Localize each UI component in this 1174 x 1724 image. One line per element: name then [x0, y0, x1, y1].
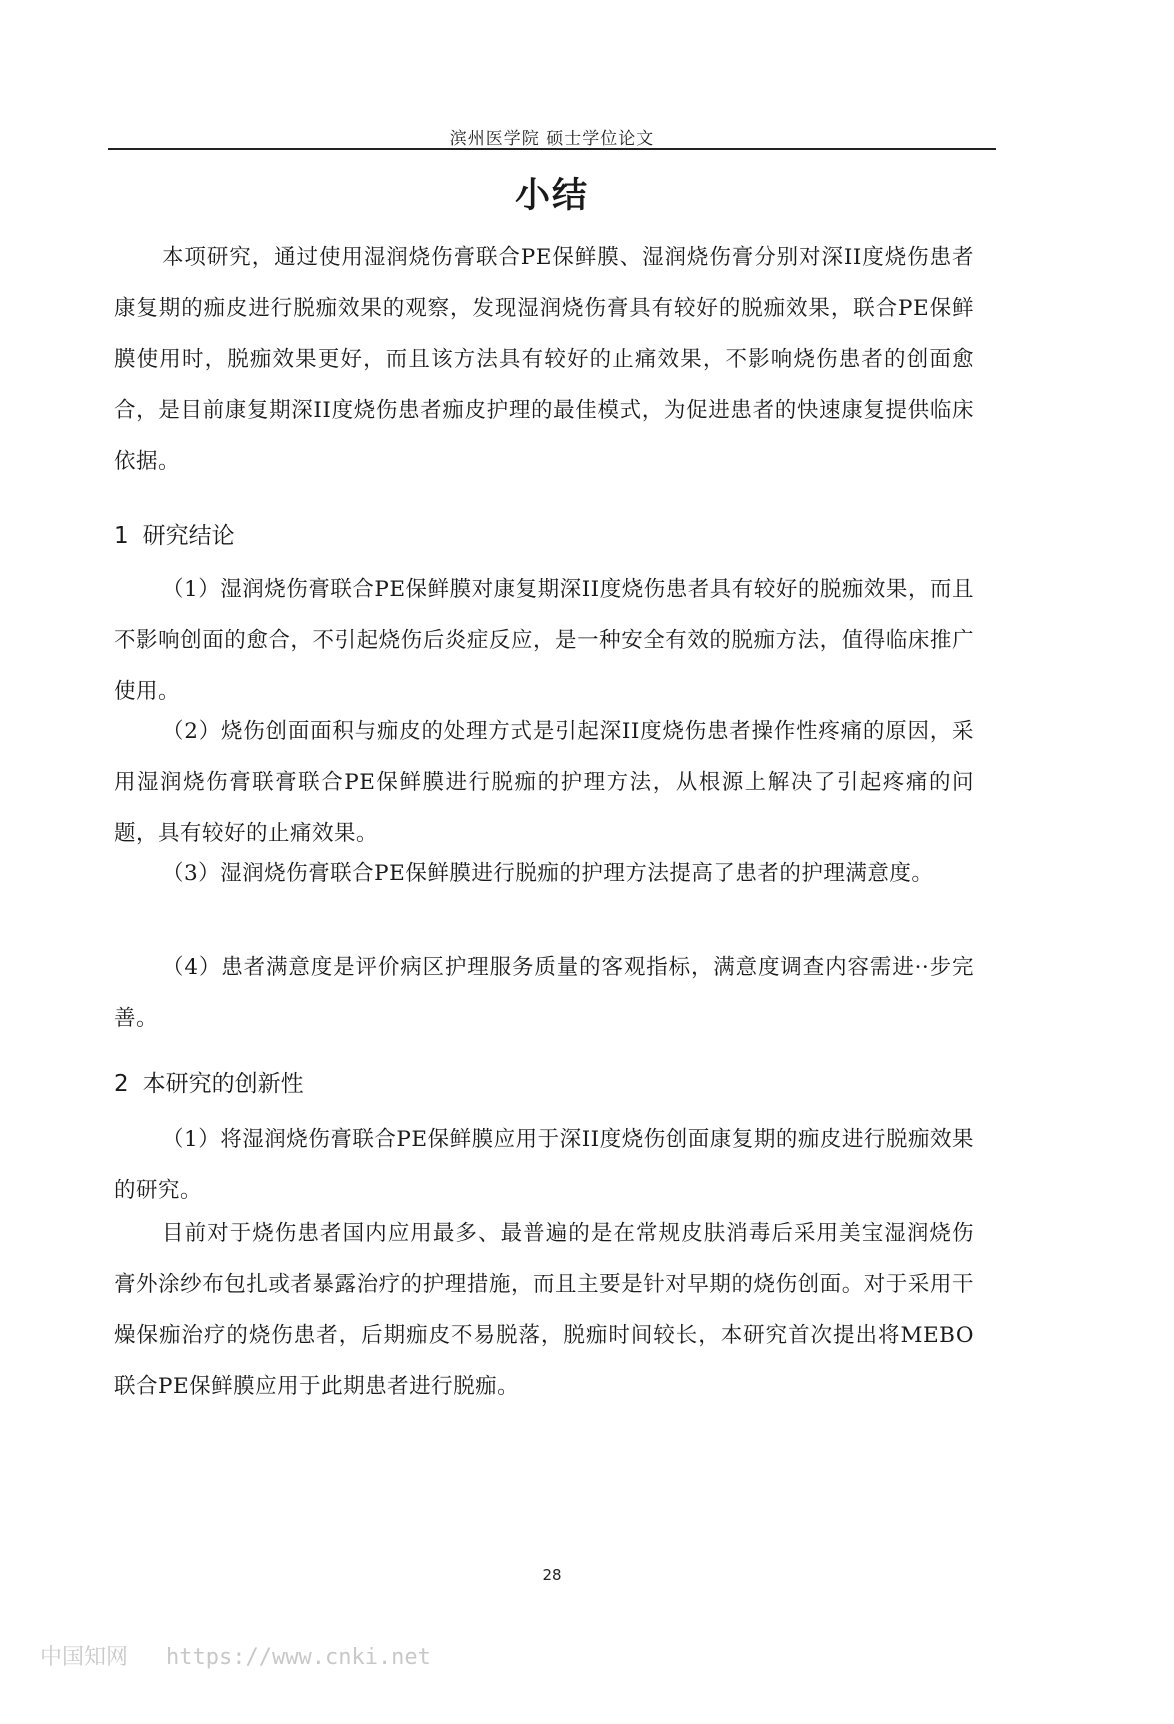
conclusion-paragraph-1: （1）湿润烧伤膏联合PE保鲜膜对康复期深II度烧伤患者具有较好的脱痂效果，而且不影响创面的愈合，不引起烧伤后炎症反应，是一种安全有效的脱痂方法，值得临床推广使用。: [114, 577, 974, 704]
section-title: 本研究的创新性: [142, 1071, 304, 1097]
watermark-url: https://www.cnki.net: [166, 1645, 431, 1670]
section-heading-2: [114, 1064, 974, 1104]
chapter-title: 小结: [514, 176, 589, 216]
header-rule: [108, 148, 996, 150]
section-number: 1: [114, 523, 129, 549]
conclusion-paragraph-4: （4）患者满意度是评价病区护理服务质量的客观指标，满意度调查内容需进··步完善。: [114, 955, 974, 1031]
section-title: 研究结论: [142, 523, 235, 549]
intro-paragraph: 本项研究，通过使用湿润烧伤膏联合PE保鲜膜、湿润烧伤膏分别对深II度烧伤患者康复期的痂皮进行脱痂效果的观察，发现湿润烧伤膏具有较好的脱痂效果，联合PE保鲜膜使用时，脱痂效果更好，而且该方法具有较好的止痛效果，不影响烧伤患者的创面愈合，是目前康复期深II度烧伤患者痂皮护理的最佳模式，为促进患者的快速康复提供临床依据。: [114, 245, 974, 474]
conclusion-paragraph-3: （3）湿润烧伤膏联合PE保鲜膜进行脱痂的护理方法提高了患者的护理满意度。: [162, 861, 934, 886]
page-number: 28: [542, 1566, 562, 1584]
innovation-paragraph-2: 目前对于烧伤患者国内应用最多、最普遍的是在常规皮肤消毒后采用美宝湿润烧伤膏外涂纱布包扎或者暴露治疗的护理措施，而且主要是针对早期的烧伤创面。对于采用干燥保痂治疗的烧伤患者，后期痂皮不易脱落，脱痂时间较长，本研究首次提出将MEBO联合PE保鲜膜应用于此期患者进行脱痂。: [114, 1221, 974, 1399]
running-header: 滨州医学院 硕士学位论文: [449, 129, 655, 149]
watermark-brand: 中国知网: [40, 1645, 129, 1670]
section-heading-1: [114, 516, 974, 556]
conclusion-paragraph-2: （2）烧伤创面面积与痂皮的处理方式是引起深II度烧伤患者操作性疼痛的原因，采用湿润烧伤膏联膏联合PE保鲜膜进行脱痂的护理方法，从根源上解决了引起疼痛的问题，具有较好的止痛效果。: [114, 719, 974, 846]
cnki-watermark: [40, 1640, 431, 1671]
innovation-paragraph-1: （1）将湿润烧伤膏联合PE保鲜膜应用于深II度烧伤创面康复期的痂皮进行脱痂效果的研究。: [114, 1127, 974, 1203]
section-number: 2: [114, 1071, 129, 1097]
